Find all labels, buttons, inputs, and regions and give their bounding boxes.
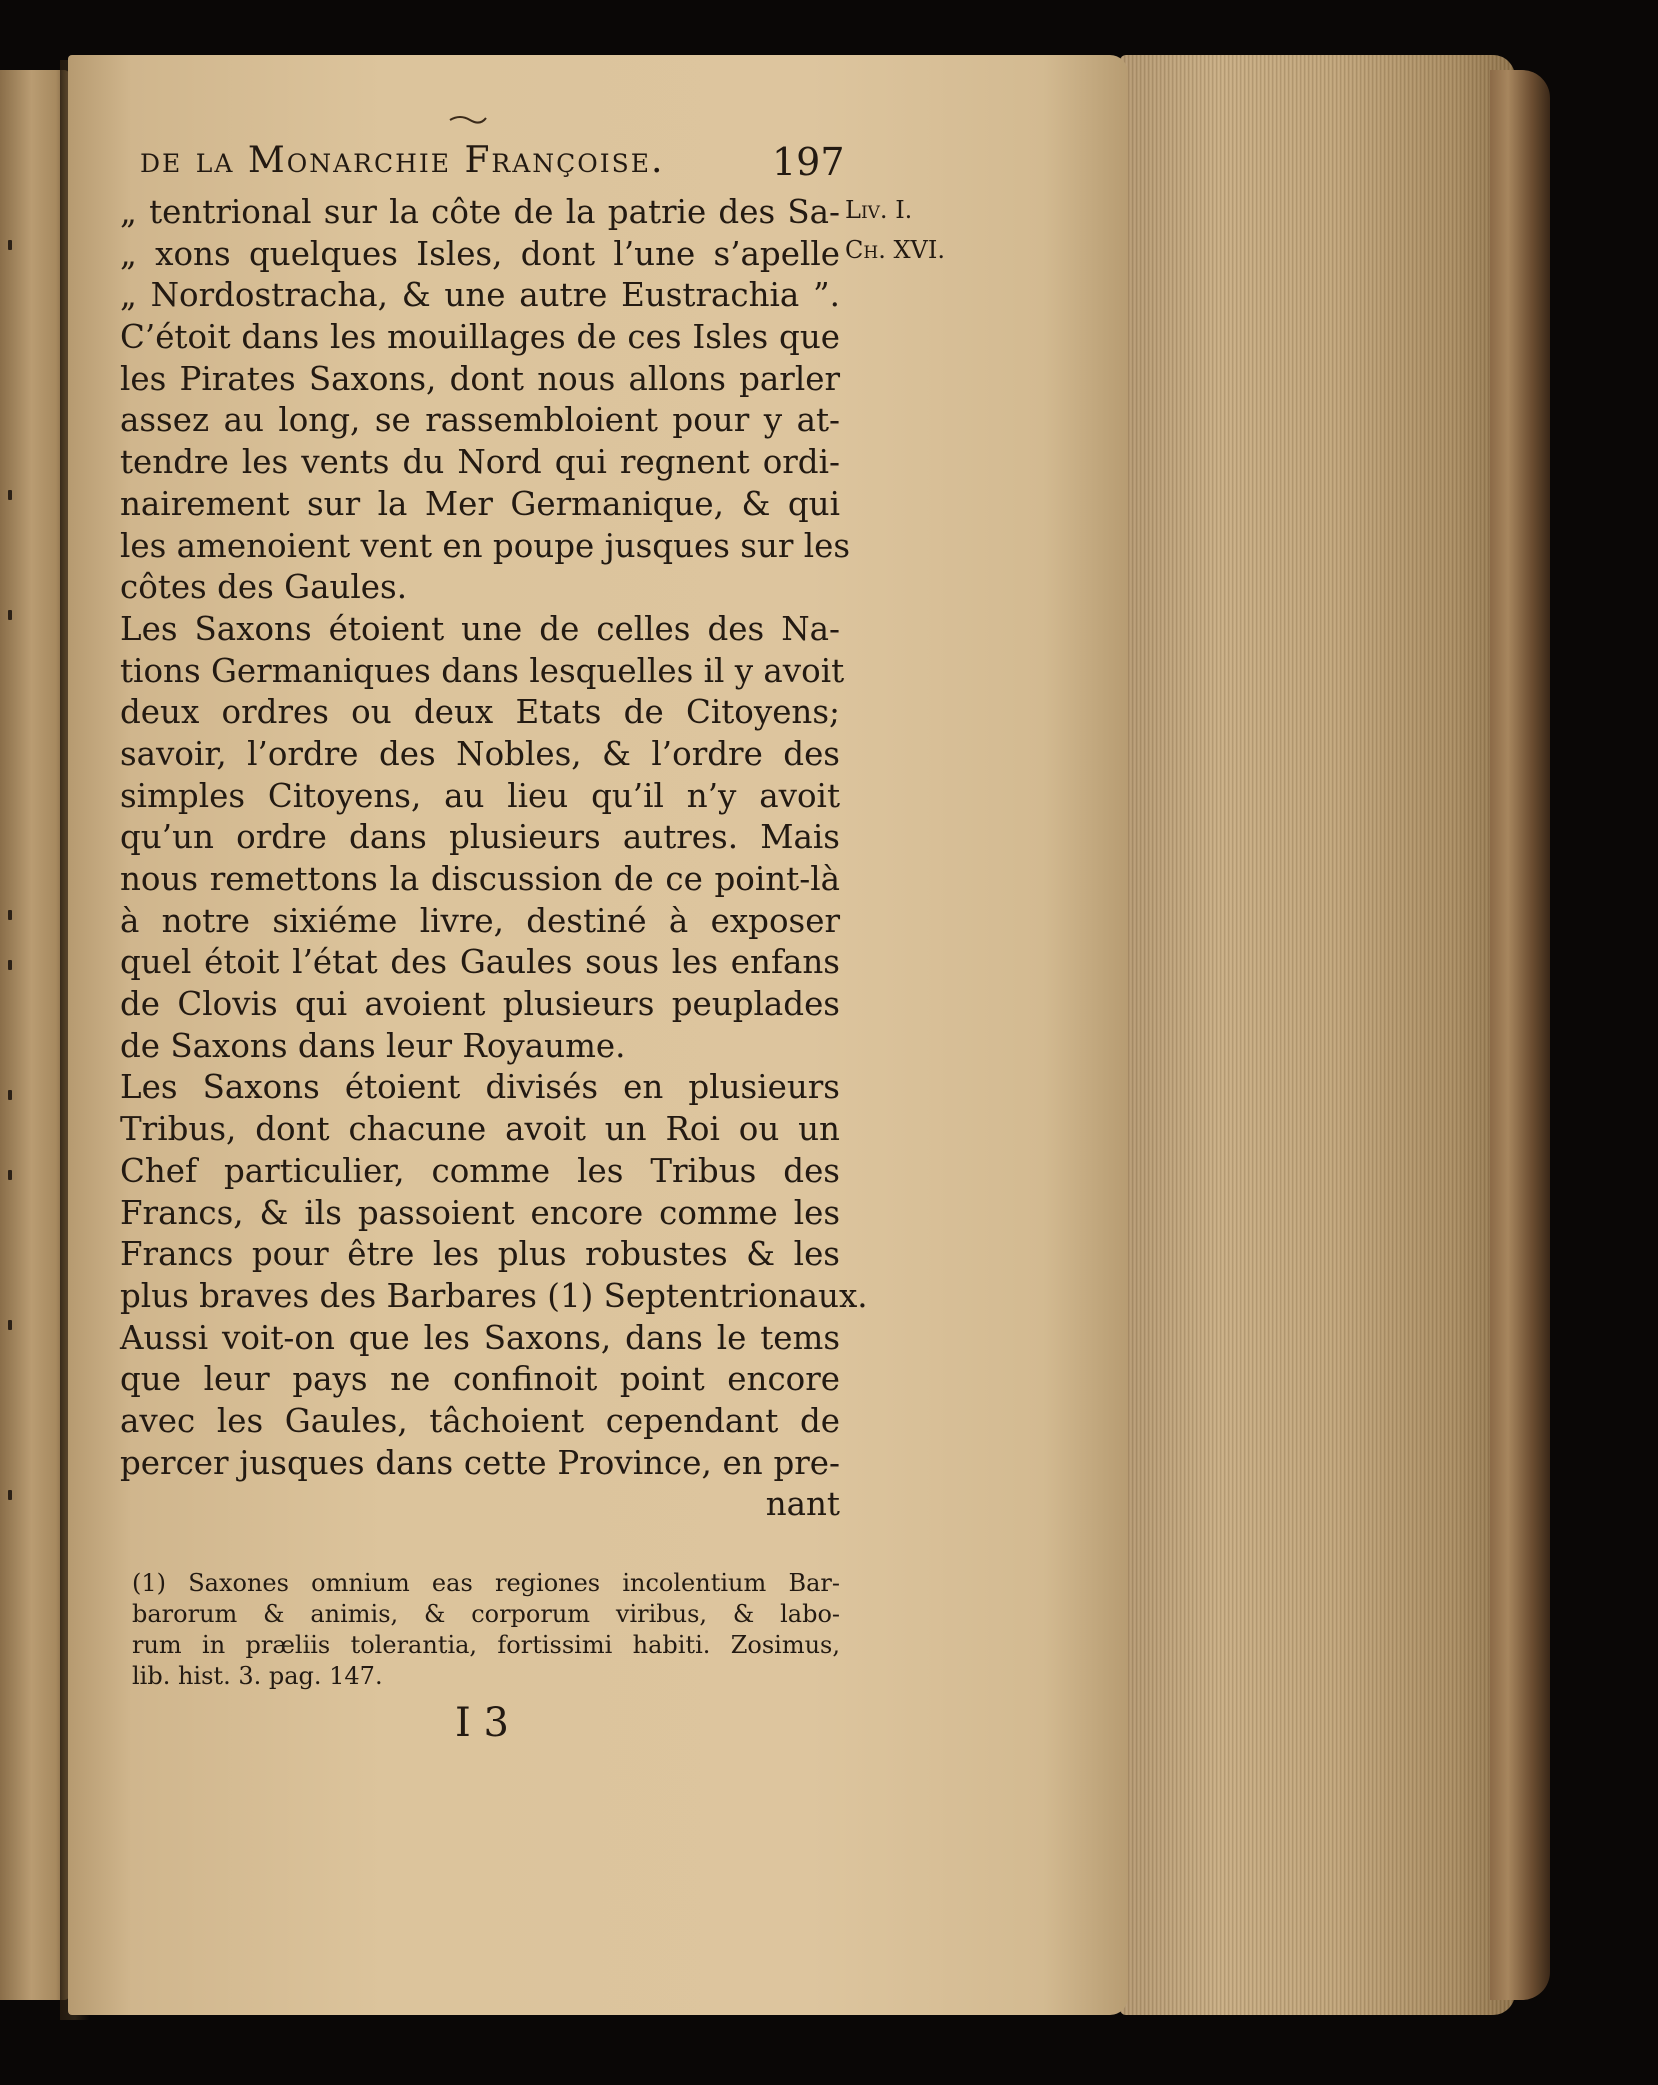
- signature-mark: I 3: [455, 1700, 509, 1746]
- body-line: tendre les vents du Nord qui regnent ordi-: [120, 443, 840, 482]
- body-line: nant: [765, 1485, 840, 1524]
- body-line: „ xons quelques Isles, dont l’une s’apelle: [120, 234, 840, 273]
- footnote-line: rum in præliis tolerantia, fortissimi habiti. Zosimus,: [132, 1631, 840, 1659]
- footnote-line: barorum & animis, & corporum viribus, & labo-: [132, 1600, 840, 1628]
- body-line: que leur pays ne confinoit point encore: [120, 1360, 840, 1399]
- body-line: Francs pour être les plus robustes & les: [120, 1235, 840, 1274]
- margin-note-chapter: Ch. XVI.: [845, 236, 945, 264]
- left-page-ink-mark: [8, 490, 12, 500]
- left-page-ink-mark: [8, 960, 12, 970]
- body-line: nairement sur la Mer Germanique, & qui: [120, 484, 840, 523]
- body-line: qu’un ordre dans plusieurs autres. Mais: [120, 818, 840, 857]
- body-line: côtes des Gaules.: [120, 568, 408, 607]
- body-line: C’étoit dans les mouillages de ces Isles que: [120, 318, 840, 357]
- body-line: les amenoient vent en poupe jusques sur les: [120, 526, 851, 565]
- body-line: percer jusques dans cette Province, en pre-: [120, 1443, 840, 1482]
- body-line: „ Nordostracha, & une autre Eustrachia ”.: [120, 276, 840, 315]
- body-line: nous remettons la discussion de ce point-là: [120, 860, 840, 898]
- body-line: Aussi voit-on que les Saxons, dans le tems: [120, 1318, 840, 1357]
- page-number: 197: [772, 140, 845, 184]
- body-line: les Pirates Saxons, dont nous allons parler: [120, 359, 840, 398]
- body-line: tions Germaniques dans lesquelles il y avoit: [120, 651, 845, 690]
- body-line: Chef particulier, comme les Tribus des: [120, 1151, 840, 1190]
- left-page-ink-mark: [8, 1090, 12, 1100]
- footnote-line: (1) Saxones omnium eas regiones incolentium Bar-: [132, 1569, 840, 1597]
- head-ornament-mark: [448, 112, 488, 126]
- body-line: Les Saxons étoient divisés en plusieurs: [120, 1068, 840, 1107]
- body-line: de Saxons dans leur Royaume.: [120, 1026, 626, 1065]
- left-page-ink-mark: [8, 1170, 12, 1180]
- body-line: quel étoit l’état des Gaules sous les enfans: [120, 943, 840, 982]
- body-text: [120, 192, 868, 1526]
- left-page-ink-mark: [8, 240, 12, 250]
- footnote: [132, 1568, 840, 1692]
- page-block-fore-edge: [1120, 55, 1515, 2015]
- margin-note-book: Liv. I.: [845, 196, 913, 224]
- body-line: simples Citoyens, au lieu qu’il n’y avoit: [120, 776, 840, 815]
- body-line: Tribus, dont chacune avoit un Roi ou un: [120, 1110, 840, 1149]
- body-line: Francs, & ils passoient encore comme les: [120, 1193, 840, 1232]
- body-line: avec les Gaules, tâchoient cependant de: [120, 1401, 840, 1440]
- left-page-ink-mark: [8, 910, 12, 920]
- body-line: savoir, l’ordre des Nobles, & l’ordre des: [120, 734, 840, 773]
- margin-note: [845, 190, 945, 270]
- left-page-ink-mark: [8, 610, 12, 620]
- body-line: de Clovis qui avoient plusieurs peuplades: [120, 985, 840, 1024]
- body-line: à notre sixiéme livre, destiné à exposer: [120, 901, 840, 940]
- footnote-line: lib. hist. 3. pag. 147.: [132, 1662, 383, 1690]
- body-line: Les Saxons étoient une de celles des Na-: [120, 609, 840, 648]
- body-line: deux ordres ou deux Etats de Citoyens;: [120, 693, 840, 732]
- running-head: de la Monarchie Françoise.: [140, 140, 665, 181]
- left-page-ink-mark: [8, 1490, 12, 1500]
- body-line: assez au long, se rassembloient pour y at-: [120, 401, 840, 440]
- body-line: plus braves des Barbares (1) Septentrionaux.: [120, 1276, 868, 1315]
- leather-cover-edge: [1490, 70, 1550, 2000]
- left-page-ink-mark: [8, 1320, 12, 1330]
- body-line: „ tentrional sur la côte de la patrie des Sa-: [120, 193, 840, 231]
